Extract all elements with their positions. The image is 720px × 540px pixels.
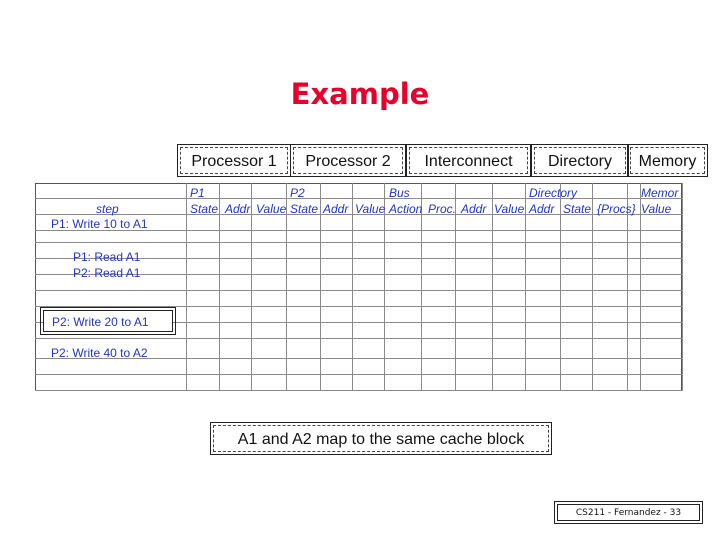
header-directory: Directory	[534, 147, 626, 174]
group-label-directory: Directory	[529, 186, 578, 200]
table-column-divider	[186, 183, 187, 391]
step-column-header: step	[96, 202, 119, 216]
col-label-bus-proc: Proc.	[428, 202, 457, 216]
col-label-dir-addr: Addr	[529, 202, 555, 216]
table-column-divider	[219, 183, 220, 391]
col-label-bus-addr: Addr	[461, 202, 487, 216]
slide-title: Example	[290, 77, 430, 111]
col-label-p2-addr: Addr	[323, 202, 349, 216]
col-label-p1-state: State	[190, 202, 219, 216]
col-label-p1-addr: Addr	[225, 202, 251, 216]
table-row	[35, 375, 682, 391]
col-label-bus-value: Value	[494, 202, 525, 216]
col-label-dir-procs: {Procs}	[597, 202, 636, 216]
header-processor-2: Processor 2	[293, 147, 403, 174]
step-1: P1: Write 10 to A1	[51, 217, 148, 231]
col-label-memory-value: Value	[641, 202, 672, 216]
table-row	[35, 291, 682, 307]
group-label-memory: Memor	[641, 186, 679, 200]
col-label-dir-state: State	[563, 202, 592, 216]
table-column-divider	[525, 183, 526, 391]
group-label-p2: P2	[290, 186, 305, 200]
header-memory: Memory	[630, 147, 705, 174]
table-column-divider	[682, 183, 683, 391]
header-interconnect: Interconnect	[409, 147, 528, 174]
group-label-p1: P1	[190, 186, 205, 200]
col-label-p2-value: Value	[355, 202, 386, 216]
group-label-bus: Bus	[389, 186, 410, 200]
table-column-divider	[352, 183, 353, 391]
step-2: P1: Read A1	[73, 250, 141, 264]
note-box: A1 and A2 map to the same cache block	[213, 425, 549, 452]
table-column-divider	[251, 183, 252, 391]
col-label-p2-state: State	[290, 202, 319, 216]
table-column-divider	[320, 183, 321, 391]
table-column-divider	[592, 183, 593, 391]
table-row	[35, 183, 682, 199]
slide-footer: CS211 - Fernandez - 33	[557, 504, 700, 521]
col-label-p1-value: Value	[256, 202, 287, 216]
header-processor-1: Processor 1	[180, 147, 288, 174]
table-row	[35, 359, 682, 375]
table-column-divider	[560, 183, 561, 391]
table-column-divider	[492, 183, 493, 391]
table-row	[35, 231, 682, 243]
col-label-bus-action: Action	[389, 202, 423, 216]
step-3: P2: Read A1	[73, 266, 141, 280]
step-4: P2: Write 20 to A1	[52, 315, 149, 329]
step-5: P2: Write 40 to A2	[51, 346, 148, 360]
